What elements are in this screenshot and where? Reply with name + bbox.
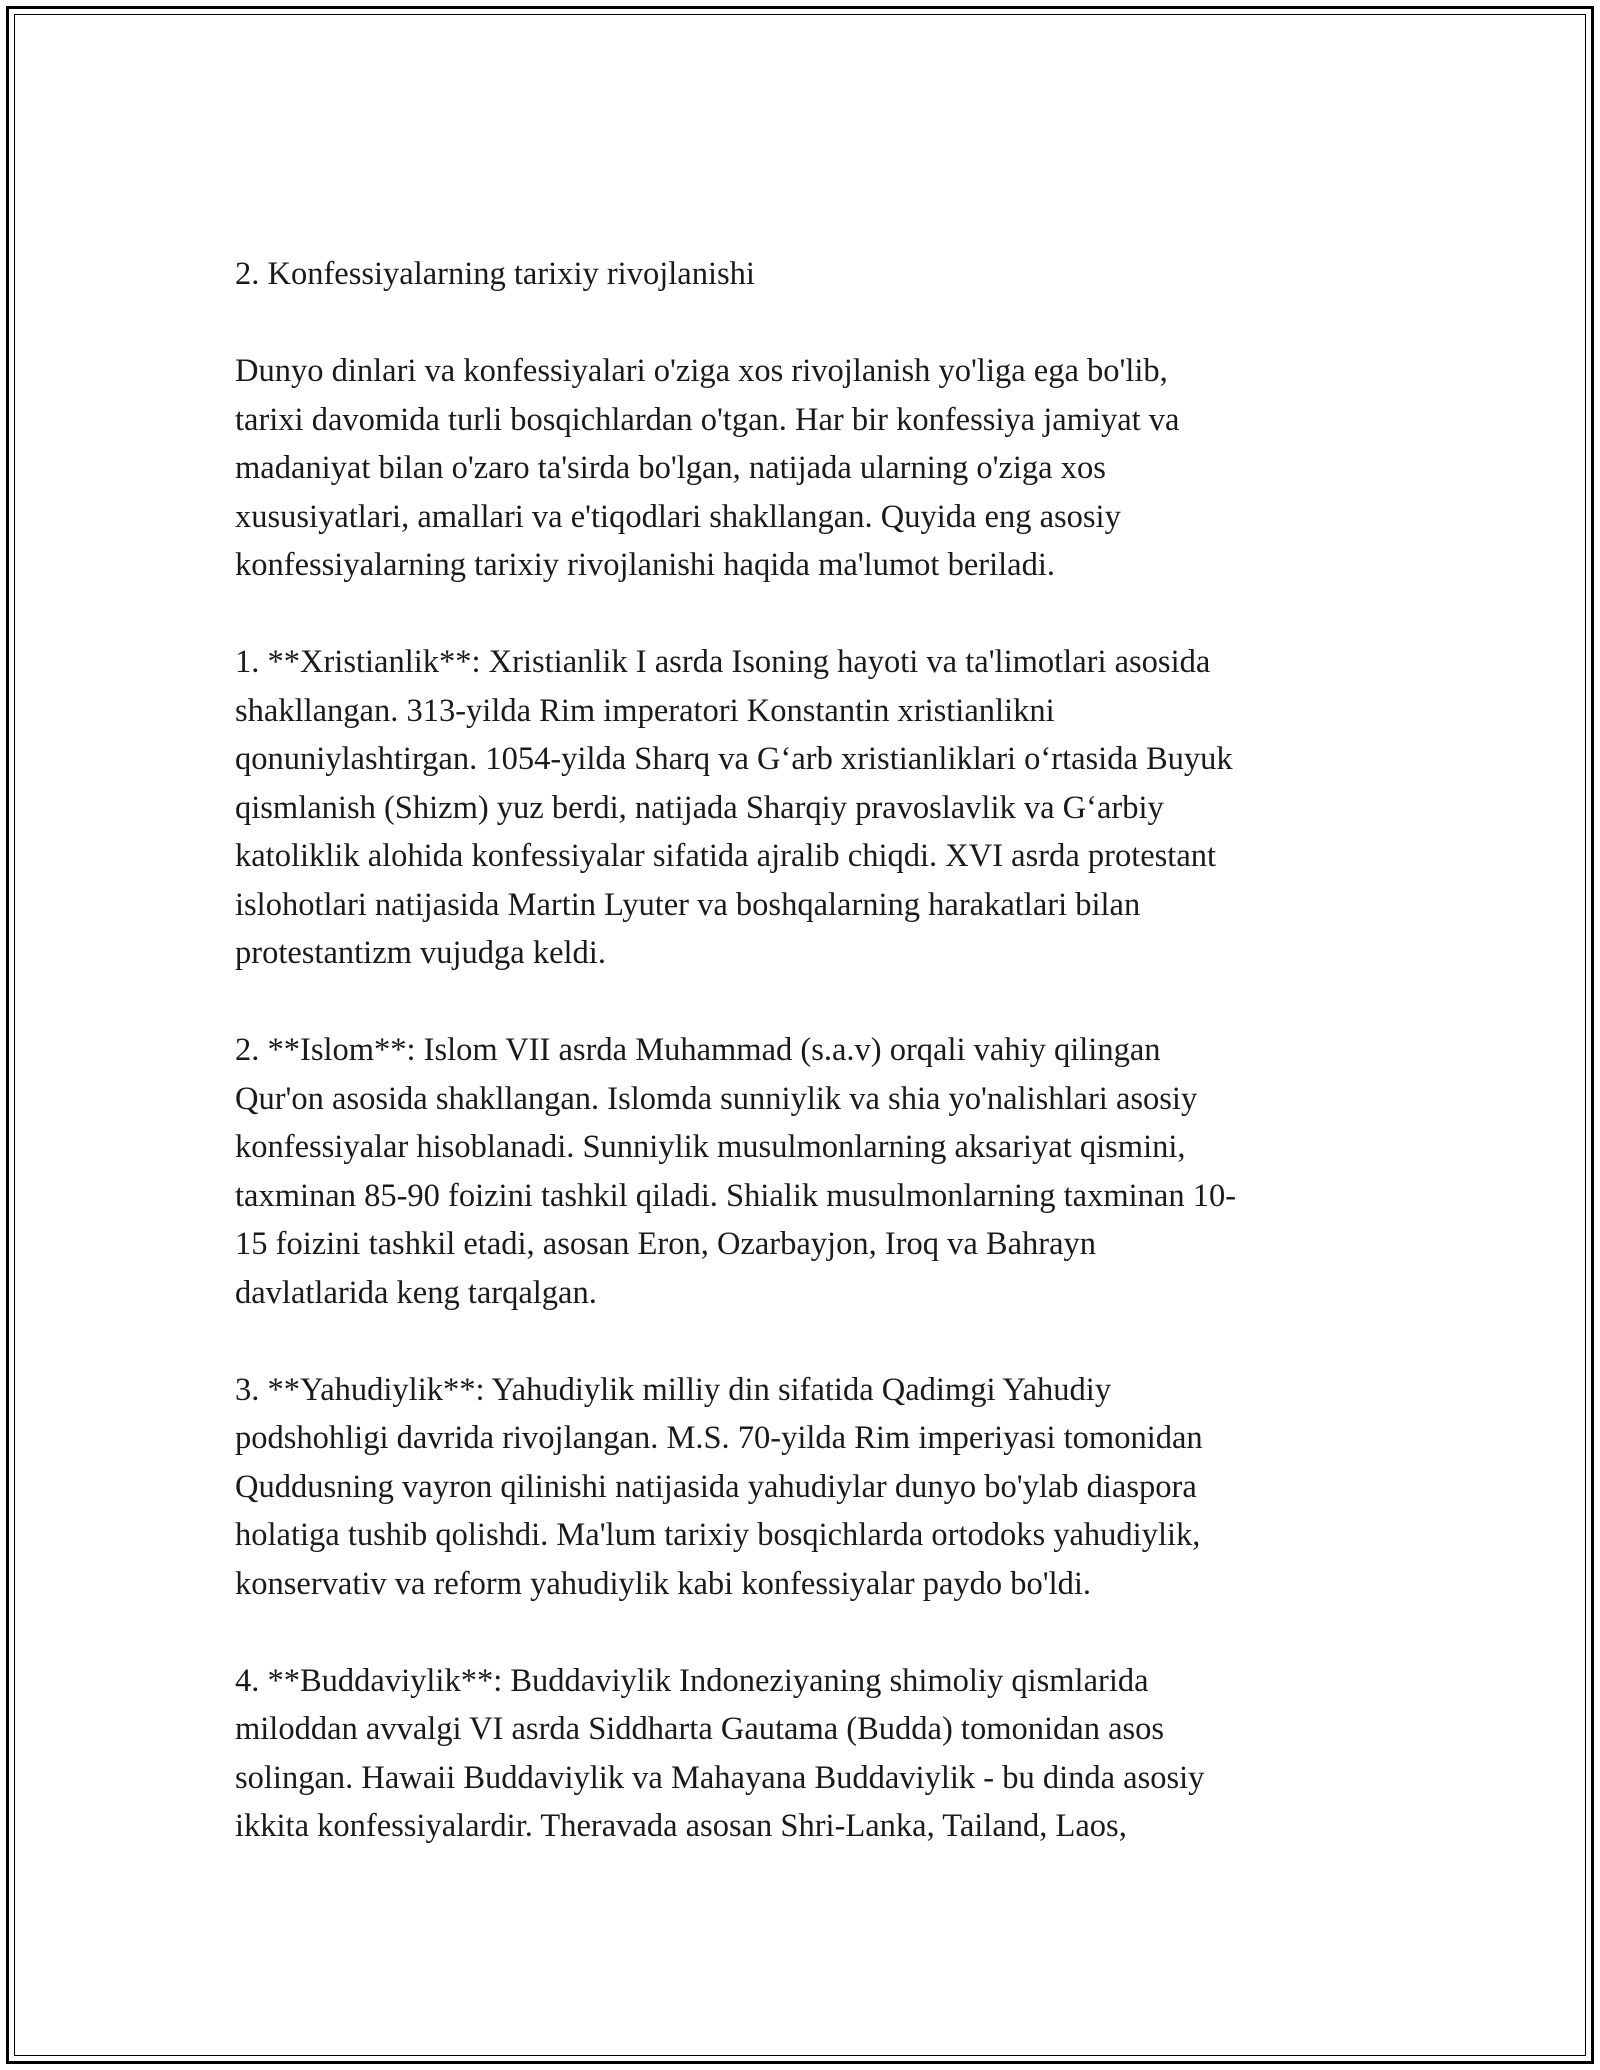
text-line: podshohligi davrida rivojlangan. M.S. 70-yilda Rim imperiyasi tomonidan xyxy=(235,1420,1203,1456)
text-line: Qur'on asosida shakllangan. Islomda sunniylik va shia yo'nalishlari asosiy xyxy=(235,1080,1198,1117)
text-line: 2. **Islom**: Islom VII asrda Muhammad (s.a.v) orqali vahiy qilingan xyxy=(235,1032,1161,1068)
text-line: 1. **Xristianlik**: Xristianlik I asrda Isoning hayoti va ta'limotlari asosida xyxy=(235,644,1211,680)
paragraph-christianity xyxy=(235,638,1385,978)
text-line: 15 foizini tashkil etadi, asosan Eron, Ozarbayjon, Iroq va Bahrayn xyxy=(235,1226,1096,1262)
text-line: davlatlarida keng tarqalgan. xyxy=(235,1274,597,1311)
text-line: solingan. Hawaii Buddaviylik va Mahayana Buddaviylik - bu dinda asosiy xyxy=(235,1759,1205,1796)
document-heading xyxy=(235,250,1385,299)
text-line: Quddusning vayron qilinishi natijasida yahudiylar dunyo bo'ylab diaspora xyxy=(235,1468,1197,1505)
paragraph-islam xyxy=(235,1026,1385,1317)
text-line: konfessiyalar hisoblanadi. Sunniylik musulmonlarning aksariyat qismini, xyxy=(235,1129,1186,1165)
text-line: 4. **Buddaviylik**: Buddaviylik Indoneziyaning shimoliy qismlarida xyxy=(235,1662,1149,1699)
paragraph-judaism xyxy=(235,1366,1385,1609)
heading-text: 2. Konfessiyalarning tarixiy rivojlanishi xyxy=(235,256,755,292)
text-line: konfessiyalarning tarixiy rivojlanishi haqida ma'lumot beriladi. xyxy=(235,547,1055,583)
paragraph-intro xyxy=(235,347,1385,590)
text-line: taxminan 85-90 foizini tashkil qiladi. Shialik musulmonlarning taxminan 10- xyxy=(235,1177,1237,1214)
text-line: protestantizm vujudga keldi. xyxy=(235,935,606,971)
text-line: katoliklik alohida konfessiyalar sifatida ajralib chiqdi. XVI asrda protestant xyxy=(235,838,1217,874)
text-line: madaniyat bilan o'zaro ta'sirda bo'lgan, natijada ularning o'ziga xos xyxy=(235,450,1106,486)
text-line: holatiga tushib qolishdi. Ma'lum tarixiy bosqichlarda ortodoks yahudiylik, xyxy=(235,1517,1201,1553)
text-line: shakllangan. 313-yilda Rim imperatori Konstantin xristianlikni xyxy=(235,692,1055,729)
text-line: miloddan avvalgi VI asrda Siddharta Gautama (Budda) tomonidan asos xyxy=(235,1711,1165,1747)
document-body xyxy=(235,250,1385,1899)
text-line: ikkita konfessiyalardir. Theravada asosan Shri-Lanka, Tailand, Laos, xyxy=(235,1808,1127,1844)
text-line: qonuniylashtirgan. 1054-yilda Sharq va G‘arb xristianliklari o‘rtasida Buyuk xyxy=(235,741,1233,777)
text-line: Dunyo dinlari va konfessiyalari o'ziga xos rivojlanish yo'liga ega bo'lib, xyxy=(235,353,1168,389)
text-line: konservativ va reform yahudiylik kabi konfessiyalar paydo bo'ldi. xyxy=(235,1565,1092,1602)
paragraph-buddhism xyxy=(235,1657,1385,1851)
text-line: tarixi davomida turli bosqichlardan o'tgan. Har bir konfessiya jamiyat va xyxy=(235,401,1180,438)
text-line: xususiyatlari, amallari va e'tiqodlari shakllangan. Quyida eng asosiy xyxy=(235,498,1121,535)
text-line: 3. **Yahudiylik**: Yahudiylik milliy din sifatida Qadimgi Yahudiy xyxy=(235,1371,1112,1408)
text-line: qismlanish (Shizm) yuz berdi, natijada Sharqiy pravoslavlik va G‘arbiy xyxy=(235,789,1164,826)
text-line: islohotlari natijasida Martin Lyuter va boshqalarning harakatlari bilan xyxy=(235,886,1141,923)
